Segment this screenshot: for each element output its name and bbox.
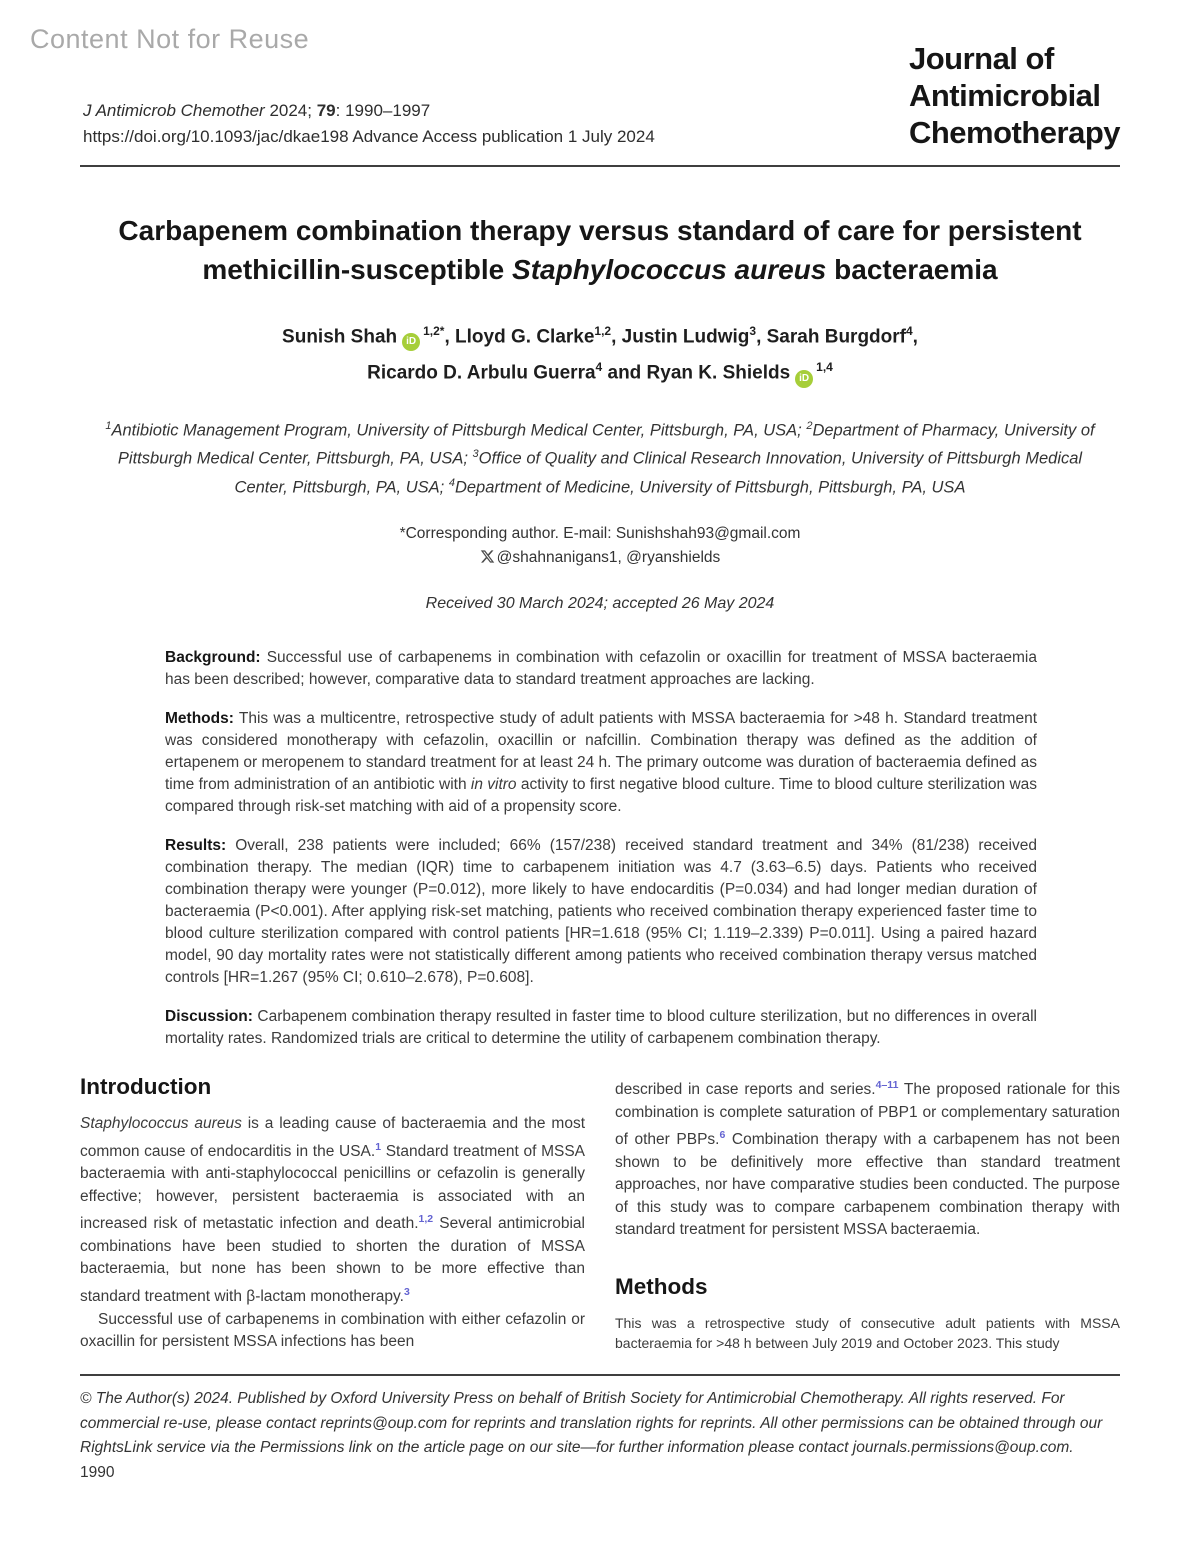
introduction-text: Combination therapy with a carbapenem has not been shown to be definitively more effective than standard treatment approaches, nor have comparative studies been conducted. The purpose of this study was to compare carbapenem combination therapy with standard treatment for persistent MSSA bacteraemia.	[615, 1131, 1120, 1239]
author-line-1	[80, 316, 1120, 352]
section-heading-introduction: Introduction	[80, 1074, 212, 1100]
author-name: , Justin Ludwig	[611, 326, 750, 348]
abstract-methods-text: This was a multicentre, retrospective study of adult patients with MSSA bacteraemia for >48 h. Standard treatment was considered monotherapy with cefazolin, oxacillin or nafcillin. Combination therapy was defined as the addition of ertapenem or meropenem to standard treatment for at least 24 h. The primary outcome was duration of bacteraemia defined as time from administration of an antibiotic with	[165, 710, 1037, 794]
correspondence-block	[80, 522, 1120, 570]
corresponding-author-line	[80, 522, 1120, 546]
affiliation-text: Office of Quality and Clinical Research Innovation, University of Pittsburgh Medical Center, Pittsburgh, PA, USA;	[234, 449, 1083, 497]
abstract-results	[165, 835, 1037, 989]
abstract-results-text: Overall, 238 patients were included; 66% (157/238) received standard treatment and 34% (81/238) received combination therapy. The median (IQR) time to carbapenem initiation was 4.7 (3.63–6.5) days. Patients who received combination therapy were younger (P=0.012), more likely to have endocarditis (P=0.034) and had longer median duration of bacteraemia (P<0.001). After applying risk-set matching, patients who received combination therapy experienced faster time to blood culture sterilization compared with control patients [HR=1.618 (95% CI; 1.119–2.339) P=0.011]. Using a paired hazard model, 90 day mortality rates were not statistically different among patients who received combination therapy versus matched controls [HR=1.267 (95% CI; 0.610–2.678), P=0.608].	[165, 837, 1037, 987]
corresponding-author-email[interactable]: Sunishshah93@gmail.com	[615, 525, 801, 543]
citation-pages: : 1990–1997	[335, 101, 431, 120]
x-twitter-icon	[480, 549, 495, 564]
author-affiliation-sup: 3	[749, 324, 757, 338]
citation-journal: J Antimicrob Chemother	[83, 101, 265, 120]
orcid-icon[interactable]: iD	[402, 333, 420, 351]
abstract-label-results: Results:	[165, 837, 227, 855]
abstract-background	[165, 647, 1037, 691]
affiliations	[90, 414, 1110, 500]
introduction-text: Standard treatment of MSSA bacteraemia with anti-staphylococcal penicillins or cefazolin is generally effective; however, persistent bacteraemia is associated with an increased risk of metastatic infection and death.	[80, 1142, 585, 1233]
methods-paragraph: This was a retrospective study of consecutive adult patients with MSSA bacteraemia for >48 h between July 2019 and October 2023. This study	[615, 1314, 1120, 1352]
journal-logo-line: Journal of	[908, 41, 1054, 76]
introduction-continuation-paragraph	[615, 1074, 1120, 1242]
species-italic: Staphylococcus aureus	[80, 1115, 242, 1133]
watermark-text: Content Not for Reuse	[30, 24, 310, 54]
left-column	[80, 1074, 585, 1354]
author-affiliation-sup: 1,4	[816, 360, 833, 375]
affiliation-text: Department of Pharmacy, University of Pittsburgh Medical Center, Pittsburgh, PA, USA;	[117, 421, 1095, 468]
abstract-label-discussion: Discussion:	[165, 1008, 253, 1026]
orcid-icon[interactable]: iD	[795, 370, 813, 388]
reference-link[interactable]: 6	[719, 1129, 726, 1142]
abstract	[165, 647, 1037, 1050]
reference-link[interactable]: 1,2	[418, 1213, 434, 1226]
author-name: and Ryan K. Shields	[602, 362, 791, 384]
affiliation-text: Antibiotic Management Program, University of Pittsburgh Medical Center, Pittsburgh, PA, USA;	[111, 421, 807, 440]
section-heading-methods: Methods	[615, 1273, 708, 1299]
received-accepted-line: Received 30 March 2024; accepted 26 May 2024	[425, 595, 775, 613]
citation-volume: 79	[316, 101, 336, 120]
author-line-2	[80, 352, 1120, 388]
journal-logo	[909, 40, 1120, 151]
author-name: , Sarah Burgdorf	[756, 326, 906, 348]
abstract-methods-text: activity to first negative blood culture. Time to blood culture sterilization was compared through risk-set matching with aid of a propensity score.	[165, 776, 1038, 816]
corresponding-author-text: *Corresponding author. E-mail:	[399, 525, 616, 543]
introduction-paragraph-2: Successful use of carbapenems in combination with either cefazolin or oxacillin for persistent MSSA infections has been	[80, 1310, 585, 1351]
journal-logo-line: Antimicrobial	[908, 78, 1101, 113]
author-separator: ,	[912, 326, 918, 348]
author-name: Sunish Shah	[282, 326, 398, 348]
author-affiliation-sup: 4	[905, 324, 913, 338]
social-handles[interactable]: @shahnanigans1, @ryanshields	[496, 549, 721, 567]
header-divider	[80, 165, 1120, 167]
reference-link[interactable]: 3	[403, 1285, 410, 1298]
affiliation-number: 3	[472, 448, 479, 461]
title-species-italic: Staphylococcus aureus	[512, 254, 827, 285]
affiliation-number: 2	[806, 419, 813, 432]
page-footer	[80, 1374, 1120, 1482]
reference-link[interactable]: 4–11	[875, 1079, 899, 1092]
author-list	[80, 316, 1120, 389]
right-column	[615, 1074, 1120, 1354]
title-text: bacteraemia	[826, 254, 998, 285]
author-affiliation-sup: 1,2	[594, 324, 612, 338]
author-name: , Lloyd G. Clarke	[444, 326, 595, 348]
body-columns	[80, 1074, 1120, 1354]
abstract-background-text: Successful use of carbapenems in combination with cefazolin or oxacillin for treatment of MSSA bacteraemia has been described; however, comparative data to standard treatment approaches are lacking.	[165, 649, 1037, 689]
abstract-methods-italic: in vitro	[470, 776, 517, 794]
introduction-paragraph-1	[80, 1113, 585, 1308]
affiliation-text: Department of Medicine, University of Pittsburgh, Pittsburgh, PA, USA	[454, 478, 966, 497]
social-handles-line	[80, 546, 1120, 570]
abstract-methods	[165, 708, 1037, 818]
introduction-text: Several antimicrobial combinations have been studied to shorten the duration of MSSA bacteraemia, but none has been shown to be more effective than standard treatment with β-lactam monotherapy.	[80, 1215, 585, 1306]
introduction-text: is a leading cause of bacteraemia and the most common cause of endocarditis in the USA.	[80, 1115, 586, 1160]
introduction-text: described in case reports and series.	[615, 1081, 876, 1099]
author-name: Ricardo D. Arbulu Guerra	[367, 362, 596, 384]
abstract-label-background: Background:	[165, 649, 261, 667]
reference-link[interactable]: 1	[375, 1140, 382, 1153]
author-affiliation-sup: 1,2*	[423, 324, 445, 338]
citation-year: 2024;	[264, 101, 317, 120]
abstract-label-methods: Methods:	[165, 710, 234, 728]
introduction-text: The proposed rationale for this combination is complete saturation of PBP1 or complementary saturation of other PBPs.	[615, 1081, 1120, 1149]
footer-divider	[80, 1374, 1120, 1376]
journal-logo-line: Chemotherapy	[908, 115, 1120, 150]
page-number: 1990	[80, 1463, 115, 1481]
affiliation-number: 4	[448, 476, 455, 489]
abstract-discussion	[165, 1006, 1037, 1050]
abstract-discussion-text: Carbapenem combination therapy resulted in faster time to blood culture sterilization, but no differences in overall mortality rates. Randomized trials are critical to determine the utility of carbapenem combination therapy.	[165, 1008, 1037, 1048]
page-title	[105, 211, 1095, 289]
affiliation-number: 1	[105, 419, 112, 432]
title-text: Carbapenem combination therapy versus standard of care for persistent methicillin-susceptible	[118, 215, 1082, 285]
doi-line[interactable]: https://doi.org/10.1093/jac/dkae198 Advance Access publication 1 July 2024	[83, 127, 655, 146]
author-affiliation-sup: 4	[595, 360, 603, 375]
copyright-notice: © The Author(s) 2024. Published by Oxford University Press on behalf of British Society for Antimicrobial Chemotherapy. All rights reserved. For commercial re-use, please contact reprints@oup.com for reprints and translation rights for reprints. All other permissions can be obtained through our RightsLink service via the Permissions link on the article page on our site—for further information please contact journals.permissions@oup.com.	[80, 1390, 1103, 1456]
